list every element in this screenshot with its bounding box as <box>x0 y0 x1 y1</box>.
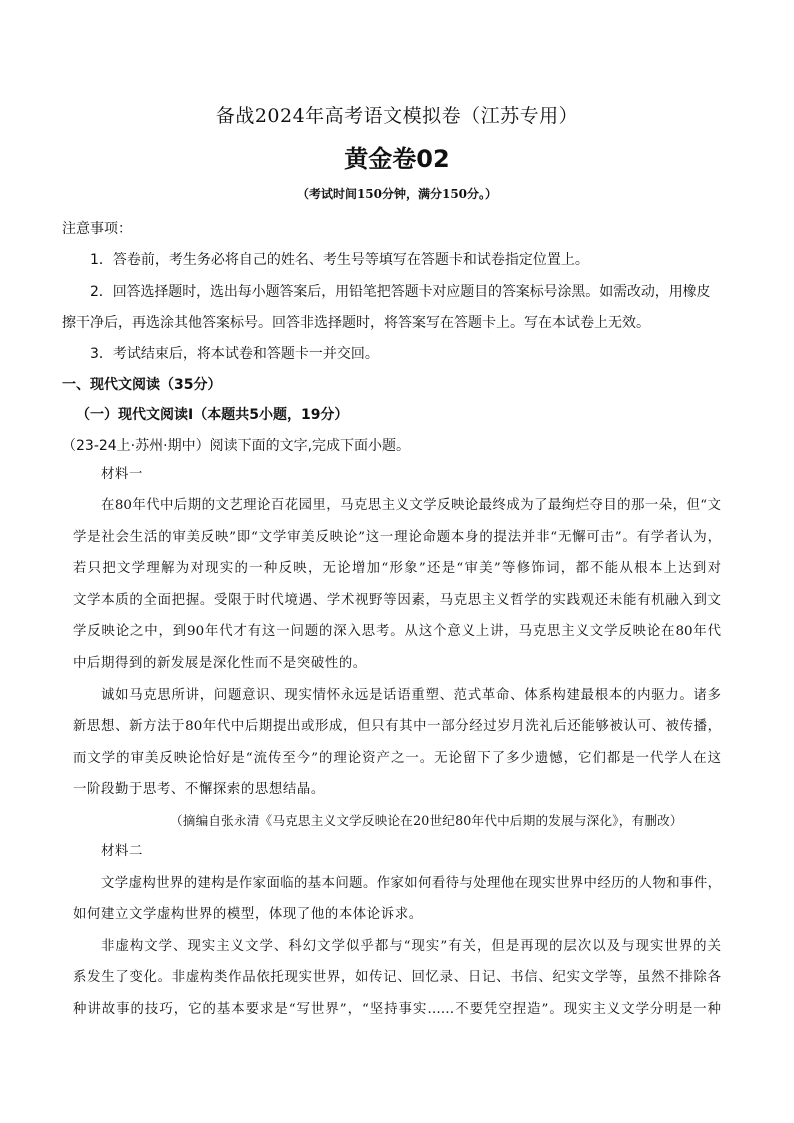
material-2-para-1-line-1: 文学虚构世界的建构是作家面临的基本问题。作家如何看待与处理他在现实世界中经历的人物和事件， <box>101 876 721 891</box>
exam-title: 备战2024年高考语文模拟卷（江苏专用） <box>215 105 579 127</box>
section-sub-heading: （一）现代文阅读Ⅰ（本题共5小题，19分） <box>76 407 349 423</box>
material-1-para-1-line-3: 若只把文学理解为对现实的一种反映，无论增加“形象”还是“审美”等修饰词，都不能从根本上达到对 <box>73 561 721 576</box>
material-1-para-2-line-4: 一阶段勤于思考、不懈探索的思想结晶。 <box>73 782 325 797</box>
notice-item-2-line-1: 2．回答选择题时，选出每小题答案后，用铅笔把答题卡对应题目的答案标号涂黑。如需改动，用橡皮 <box>90 284 711 300</box>
notice-item-3: 3．考试结束后，将本试卷和答题卡一并交回。 <box>90 346 379 362</box>
material-1-para-2-line-1: 诚如马克思所讲，问题意识、现实情怀永远是话语重塑、范式革命、体系构建最根本的内驱力。诸多 <box>101 688 721 703</box>
material-1-para-1-line-4: 文学本质的全面把握。受限于时代境遇、学术视野等因素，马克思主义哲学的实践观还未能有机融入到文 <box>73 593 721 608</box>
exam-subtitle: 黄金卷02 <box>344 145 450 173</box>
material-2-label: 材料二 <box>101 844 143 859</box>
material-1-para-1-line-5: 学反映论之中，到90年代才有这一问题的深入思考。从这个意义上讲，马克思主义文学反映论在80年代 <box>73 624 721 639</box>
material-1-para-1-line-2: 学是社会生活的审美反映”即“文学审美反映论”这一理论命题本身的提法并非“无懈可击”。有学者认为， <box>73 530 721 545</box>
notice-item-2-line-2: 擦干净后，再选涂其他答案标号。回答非选择题时，将答案写在答题卡上。写在本试卷上无效。 <box>62 315 650 331</box>
exam-time-note: （考试时间150分钟，满分150分。） <box>296 187 498 201</box>
material-1-label: 材料一 <box>101 467 143 482</box>
material-1-para-1-line-1: 在80年代中后期的文艺理论百花园里，马克思主义文学反映论最终成为了最绚烂夺目的那一朵，但“文 <box>101 498 721 513</box>
material-1-para-2-line-2: 新思想、新方法于80年代中后期提出或形成，但只有其中一部分经过岁月洗礼后还能够被认可、被传播， <box>73 719 721 734</box>
material-2-para-2-line-2: 系发生了变化。非虚构类作品依托现实世界，如传记、回忆录、日记、书信、纪实文学等，虽然不排除各 <box>73 970 721 985</box>
material-1-para-1-line-6: 中后期得到的新发展是深化性而不是突破性的。 <box>73 656 367 671</box>
reading-instruction: （23-24上·苏州·期中）阅读下面的文字,完成下面小题。 <box>62 438 411 454</box>
material-1-para-2-line-3: 而文学的审美反映论恰好是“流传至今”的理论资产之一。无论留下了多少遗憾，它们都是一代学人在这 <box>73 751 721 766</box>
notice-item-1: 1．答卷前，考生务必将自己的姓名、考生号等填写在答题卡和试卷指定位置上。 <box>90 252 589 268</box>
material-1-source: （摘编自张永清《马克思主义文学反映论在20世纪80年代中后期的发展与深化》，有删改） <box>170 813 683 828</box>
material-2-para-1-line-2: 如何建立文学虚构世界的模型，体现了他的本体论诉求。 <box>73 907 423 922</box>
material-2-para-2-line-3: 种讲故事的技巧，它的基本要求是“写世界”，“坚持事实……不要凭空捏造”。现实主义文学分明是一种 <box>73 1002 721 1017</box>
section-heading: 一、现代文阅读（35分） <box>62 377 222 393</box>
material-2-para-2-line-1: 非虚构文学、现实主义文学、科幻文学似乎都与“现实”有关，但是再现的层次以及与现实世界的关 <box>101 939 721 954</box>
notice-heading: 注意事项： <box>62 221 132 237</box>
